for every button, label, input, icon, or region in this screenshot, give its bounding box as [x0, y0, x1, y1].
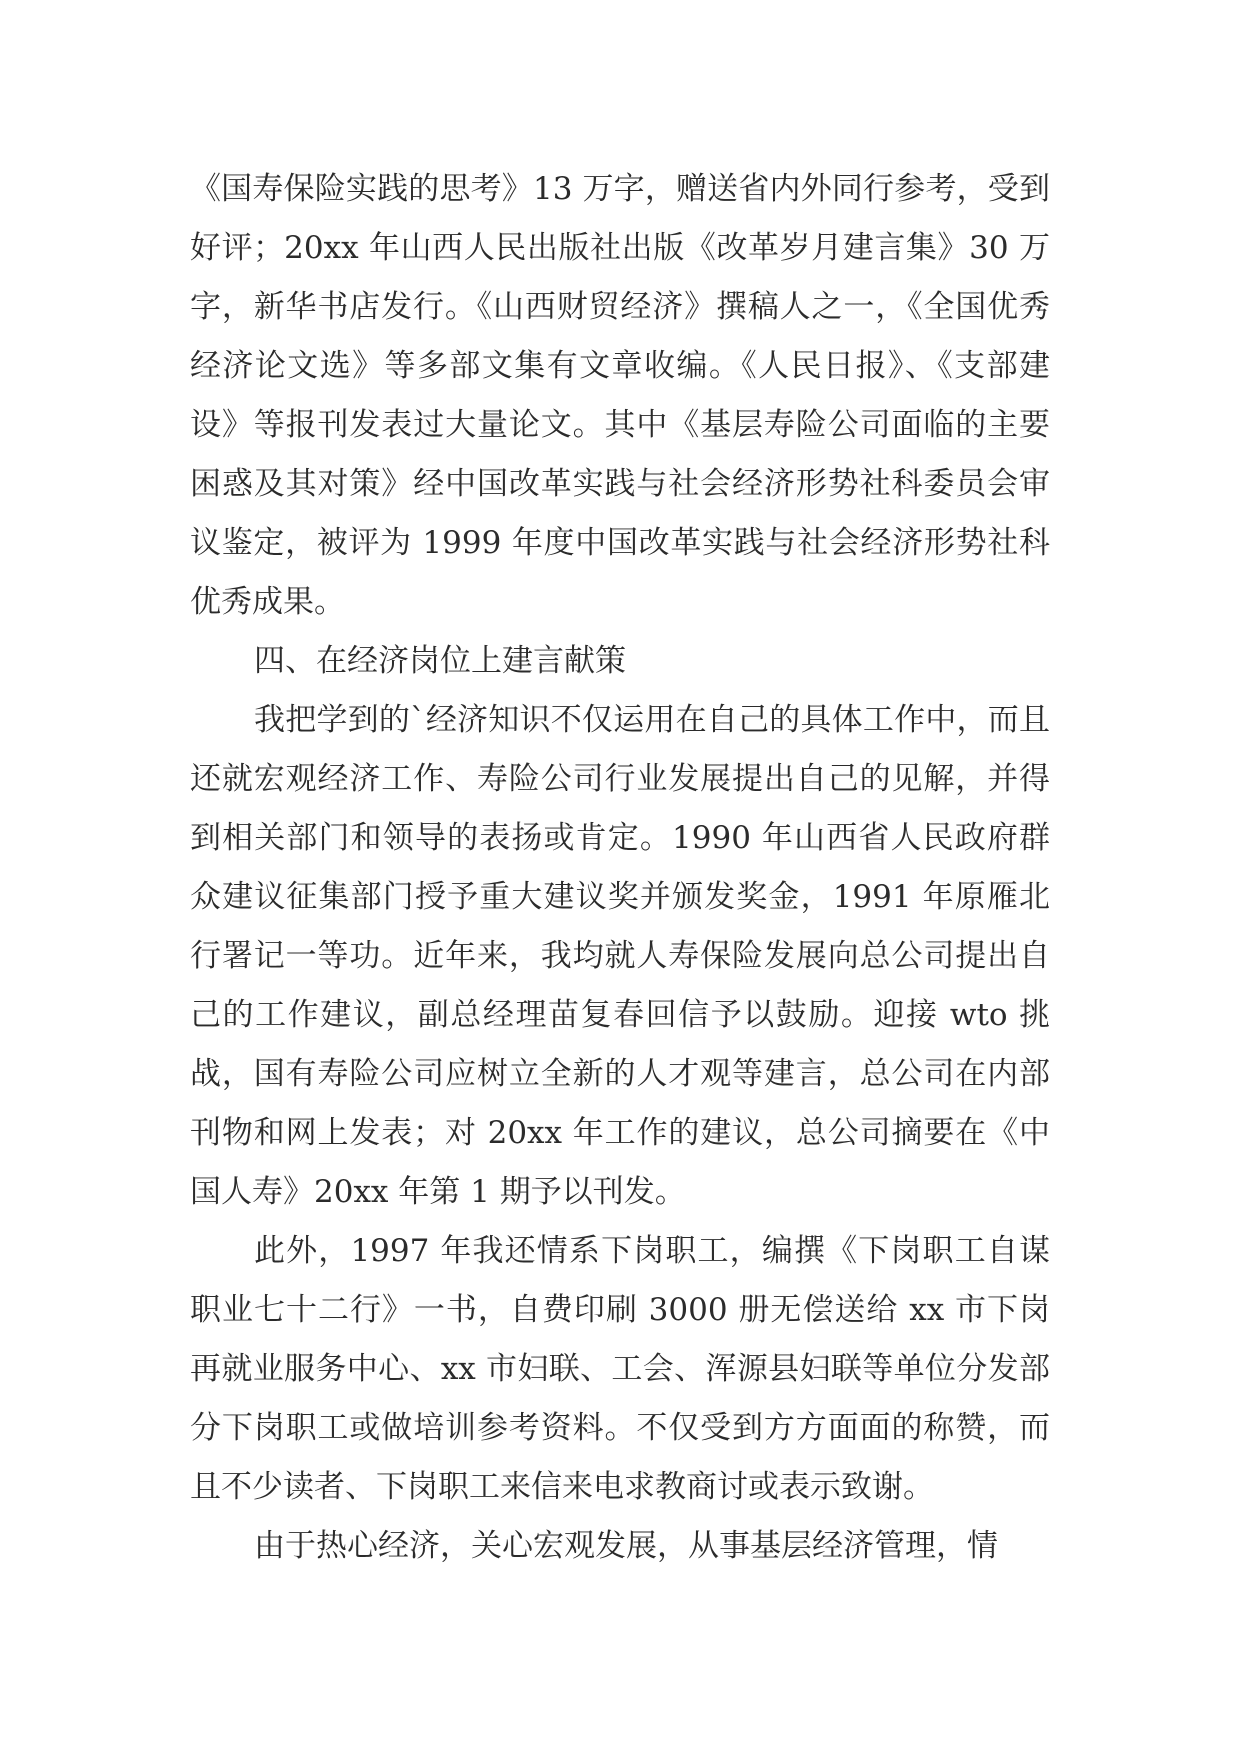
paragraph-publications: 《国寿保险实践的思考》13 万字，赠送省内外同行参考，受到好评；20xx 年山西人民出版社出版《改革岁月建言集》30 万字，新华书店发行。《山西财贸经济》撰稿人之一，《全国优秀经济论文选》等多部文集有文章收编。《人民日报》、《支部建设》等报刊发表过大量论文。其中《基层寿险公司面临的主要困惑及其对策》经中国改革实践与社会经济形势社科委员会审议鉴定，被评为 1999 年度中国改革实践与社会经济形势社科优秀成果。	[190, 171, 1050, 620]
paragraph-continuation: 由于热心经济，关心宏观发展，从事基层经济管理，情	[254, 1528, 998, 1564]
body-text	[190, 160, 1050, 1576]
section-heading: 四、在经济岗位上建言献策	[254, 643, 626, 679]
paragraph-laid-off-workers: 此外，1997 年我还情系下岗职工，编撰《下岗职工自谋职业七十二行》一书，自费印刷 3000 册无偿送给 xx 市下岗再就业服务中心、xx 市妇联、工会、浑源县妇联等单位分发部分下岗职工或做培训参考资料。不仅受到方方面面的称赞，而且不少读者、下岗职工来信来电求教商讨或表示致谢。	[190, 1233, 1050, 1505]
paragraph-suggestions: 我把学到的`经济知识不仅运用在自己的具体工作中，而且还就宏观经济工作、寿险公司行业发展提出自己的见解，并得到相关部门和领导的表扬或肯定。1990 年山西省人民政府群众建议征集部门授予重大建议奖并颁发奖金，1991 年原雁北行署记一等功。近年来，我均就人寿保险发展向总公司提出自己的工作建议，副总经理苗复春回信予以鼓励。迎接 wto 挑战，国有寿险公司应树立全新的人才观等建言，总公司在内部刊物和网上发表；对 20xx 年工作的建议，总公司摘要在《中国人寿》20xx 年第 1 期予以刊发。	[190, 702, 1050, 1210]
